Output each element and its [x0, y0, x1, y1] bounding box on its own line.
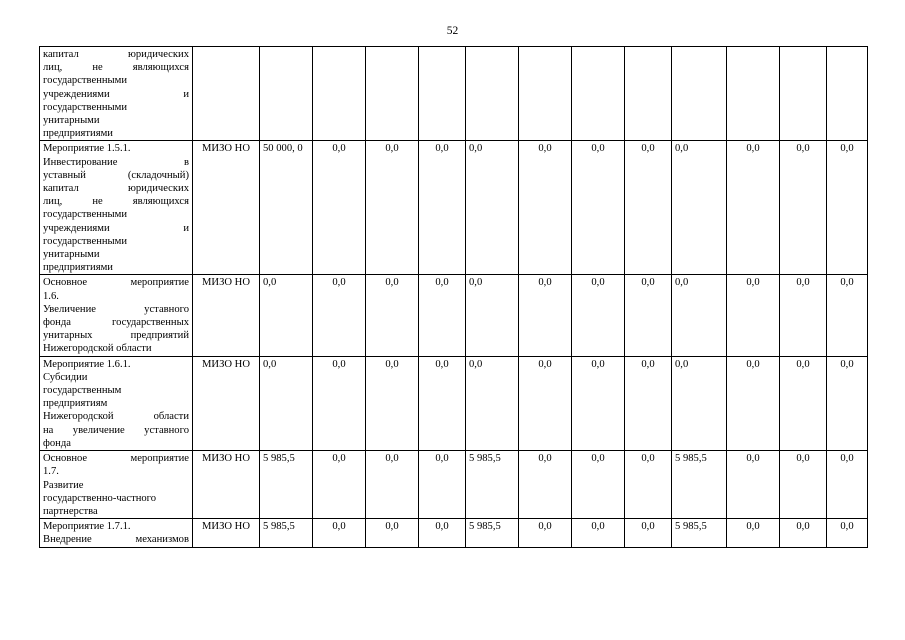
activity-name-line: Мероприятие 1.6.1.: [43, 358, 131, 370]
value-cell: [366, 47, 419, 141]
table-row: [40, 356, 868, 450]
activity-name-cell: [40, 47, 193, 141]
table-body: [40, 47, 868, 548]
executor-cell: МИЗО НО: [193, 275, 260, 356]
activity-name-line: Мероприятие 1.5.1.: [43, 143, 131, 155]
value-cell: 0,0: [572, 141, 625, 275]
activity-name-line: на увеличение уставного: [43, 424, 189, 436]
activity-name-line: унитарных предприятий: [43, 330, 189, 342]
activity-name-line: Нижегородской области: [43, 411, 189, 423]
value-cell: [519, 47, 572, 141]
value-cell: 0,0: [572, 356, 625, 450]
executor-cell: МИЗО НО: [193, 519, 260, 547]
value-cell: 0,0: [672, 275, 727, 356]
value-cell: 0,0: [727, 519, 780, 547]
value-cell: 0,0: [625, 519, 672, 547]
value-cell: 0,0: [466, 275, 519, 356]
value-cell: 0,0: [572, 275, 625, 356]
value-cell: 0,0: [780, 141, 827, 275]
activity-name-line: предприятиями: [43, 128, 113, 140]
value-cell: 0,0: [519, 451, 572, 519]
value-cell: 0,0: [466, 141, 519, 275]
executor-cell: МИЗО НО: [193, 451, 260, 519]
value-cell: 0,0: [366, 519, 419, 547]
activity-name-line: 1.7.: [43, 466, 59, 478]
executor-cell: [193, 47, 260, 141]
value-cell: 0,0: [313, 275, 366, 356]
value-cell: 0,0: [466, 356, 519, 450]
activity-name-line: Развитие: [43, 479, 84, 491]
activity-name-cell: [40, 141, 193, 275]
value-cell: 0,0: [572, 451, 625, 519]
page-number: 52: [446, 25, 459, 37]
value-cell: 0,0: [780, 519, 827, 547]
value-cell: 0,0: [419, 451, 466, 519]
value-cell: 0,0: [313, 451, 366, 519]
value-cell: 0,0: [672, 356, 727, 450]
value-cell: [419, 47, 466, 141]
activity-name-line: 1.6.: [43, 290, 59, 302]
activity-name-line: унитарными: [43, 115, 100, 127]
table-row: [40, 519, 868, 547]
value-cell: 0,0: [827, 356, 868, 450]
value-cell: 0,0: [827, 451, 868, 519]
activity-name-line: государственным: [43, 385, 122, 397]
value-cell: [727, 47, 780, 141]
value-cell: 5 985,5: [260, 519, 313, 547]
value-cell: 0,0: [366, 141, 419, 275]
activity-name-line: Основное мероприятие: [43, 277, 189, 289]
activity-name-line: учреждениями и: [43, 88, 189, 100]
value-cell: 0,0: [366, 275, 419, 356]
value-cell: 0,0: [519, 356, 572, 450]
activity-name-cell: [40, 356, 193, 450]
value-cell: 0,0: [827, 519, 868, 547]
activity-name-line: Внедрение механизмов: [43, 534, 189, 546]
value-cell: 0,0: [313, 519, 366, 547]
value-cell: 0,0: [625, 356, 672, 450]
activity-name-line: партнерства: [43, 505, 98, 517]
activity-name-line: учреждениями и: [43, 222, 189, 234]
activity-name-cell: [40, 519, 193, 547]
activity-name-line: капитал юридических: [43, 49, 189, 60]
activity-name-line: государственными: [43, 101, 128, 113]
activity-name-cell: [40, 451, 193, 519]
value-cell: 0,0: [260, 275, 313, 356]
activity-name-line: Субсидии: [43, 371, 88, 383]
value-cell: 0,0: [519, 275, 572, 356]
activity-name-line: лиц, не являющихся: [43, 196, 189, 208]
value-cell: 0,0: [780, 356, 827, 450]
value-cell: 0,0: [827, 275, 868, 356]
value-cell: [625, 47, 672, 141]
value-cell: 0,0: [313, 356, 366, 450]
value-cell: 5 985,5: [466, 519, 519, 547]
value-cell: 5 985,5: [260, 451, 313, 519]
value-cell: 0,0: [519, 141, 572, 275]
value-cell: 5 985,5: [672, 451, 727, 519]
value-cell: 0,0: [419, 141, 466, 275]
value-cell: 0,0: [572, 519, 625, 547]
value-cell: 0,0: [727, 275, 780, 356]
value-cell: [572, 47, 625, 141]
executor-cell: МИЗО НО: [193, 356, 260, 450]
value-cell: 0,0: [672, 141, 727, 275]
value-cell: 50 000, 0: [260, 141, 313, 275]
activity-name-line: фонда государственных: [43, 317, 189, 329]
value-cell: 0,0: [419, 356, 466, 450]
activity-name-line: предприятиями: [43, 262, 113, 274]
activity-name-line: государственными: [43, 235, 128, 247]
table-row: [40, 47, 868, 141]
value-cell: 0,0: [625, 451, 672, 519]
activity-name-line: фонда: [43, 437, 71, 449]
table-row: [40, 451, 868, 519]
value-cell: [672, 47, 727, 141]
value-cell: [827, 47, 868, 141]
value-cell: [466, 47, 519, 141]
value-cell: 5 985,5: [466, 451, 519, 519]
value-cell: 5 985,5: [672, 519, 727, 547]
activity-name-line: уставный (складочный): [43, 169, 189, 181]
activity-name-line: Основное мероприятие: [43, 453, 189, 465]
activity-name-line: Нижегородской области: [43, 343, 152, 355]
value-cell: 0,0: [625, 141, 672, 275]
activity-name-cell: [40, 275, 193, 356]
value-cell: [260, 47, 313, 141]
value-cell: 0,0: [366, 356, 419, 450]
activity-name-line: унитарными: [43, 249, 100, 261]
value-cell: 0,0: [313, 141, 366, 275]
budget-table: [39, 46, 868, 548]
value-cell: 0,0: [366, 451, 419, 519]
activity-name-line: Инвестирование в: [43, 156, 189, 168]
activity-name-line: Увеличение уставного: [43, 303, 189, 315]
activity-name-line: предприятиям: [43, 398, 108, 410]
value-cell: 0,0: [260, 356, 313, 450]
activity-name-line: государственно-частного: [43, 492, 157, 504]
table-row: [40, 141, 868, 275]
executor-cell: МИЗО НО: [193, 141, 260, 275]
value-cell: 0,0: [827, 141, 868, 275]
value-cell: 0,0: [780, 275, 827, 356]
value-cell: 0,0: [419, 275, 466, 356]
value-cell: 0,0: [625, 275, 672, 356]
activity-name-line: государственными: [43, 209, 128, 221]
activity-name-line: капитал юридических: [43, 183, 189, 195]
value-cell: 0,0: [727, 451, 780, 519]
value-cell: [780, 47, 827, 141]
value-cell: 0,0: [419, 519, 466, 547]
value-cell: [313, 47, 366, 141]
value-cell: 0,0: [727, 141, 780, 275]
value-cell: 0,0: [780, 451, 827, 519]
table-row: [40, 275, 868, 356]
activity-name-line: государственными: [43, 75, 128, 87]
value-cell: 0,0: [727, 356, 780, 450]
activity-name-line: Мероприятие 1.7.1.: [43, 521, 131, 533]
activity-name-line: лиц, не являющихся: [43, 62, 189, 74]
value-cell: 0,0: [519, 519, 572, 547]
